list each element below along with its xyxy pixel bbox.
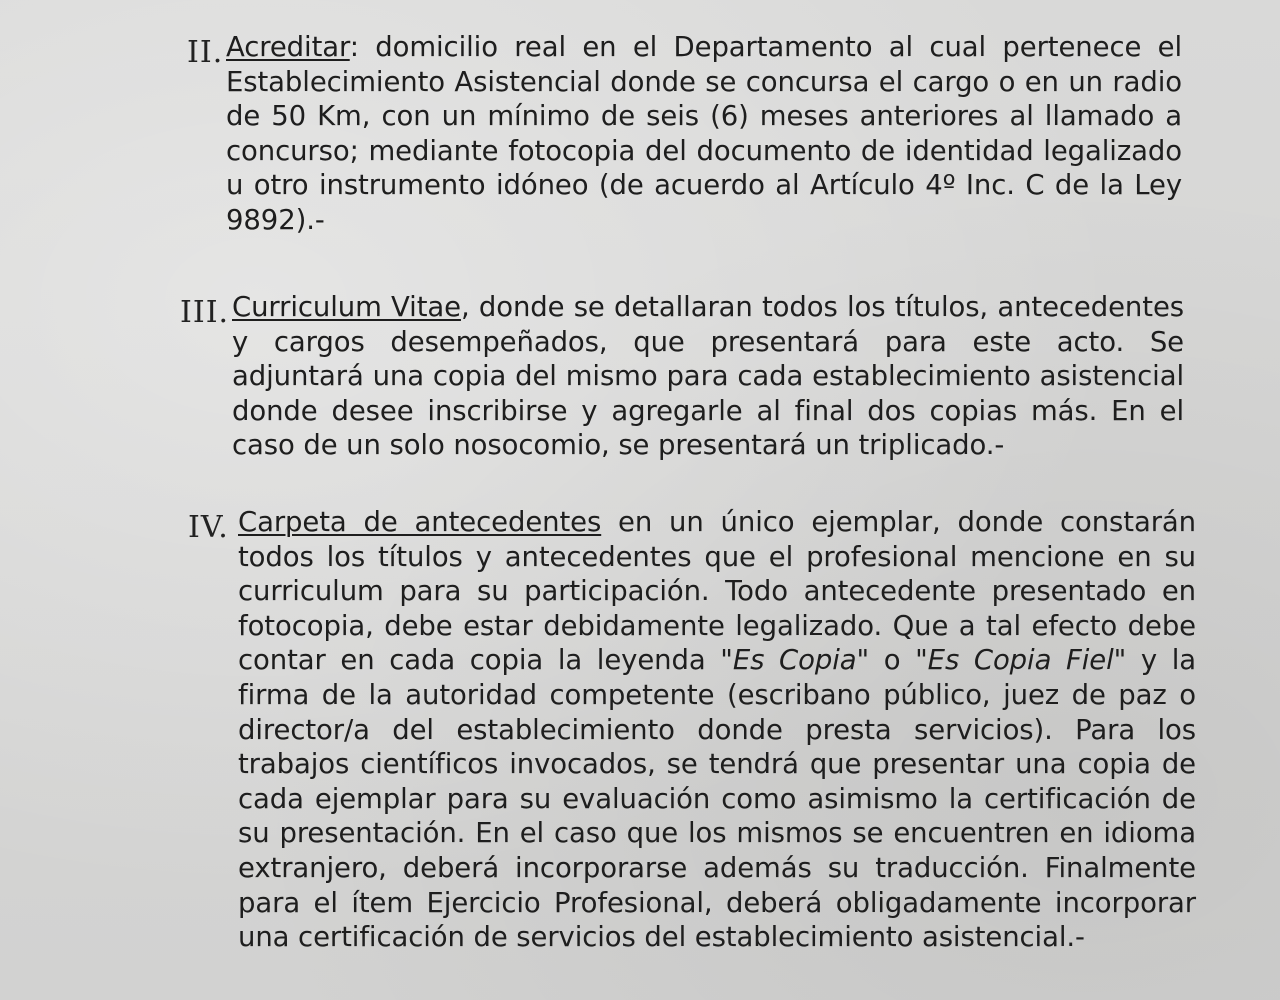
item-body-part-b: " o " (856, 644, 928, 677)
item-acreditar (226, 30, 1182, 238)
item-numeral-ii: II. (187, 35, 224, 70)
item-heading-acreditar: Acreditar (226, 31, 350, 63)
item-quote-es-copia: Es Copia (732, 644, 857, 677)
item-body-part-a: en un único ejemplar, donde constarán todos los títulos y antecedentes que el profesional mencione en su curriculum para su participación. Todo antecedente presentado en fotocopia, debe estar debidamente legalizado. Que a tal efecto debe contar en cada copia la leyenda " (238, 506, 1197, 677)
item-body-acreditar: : domicilio real en el Departamento al cual pertenece el Establecimiento Asistencial donde se concursa el cargo o en un radio de 50 Km, con un mínimo de seis (6) meses anteriores al llamado a concurso; mediante fotocopia del documento de identidad legalizado u otro instrumento idóneo (de acuerdo al Artículo 4º Inc. C de la Ley 9892).- (226, 31, 1182, 236)
item-heading-curriculum-vitae: Curriculum Vitae (232, 291, 461, 323)
item-heading-carpeta-antecedentes: Carpeta de antecedentes (238, 506, 602, 538)
item-body-curriculum-vitae: , donde se detallaran todos los títulos, antecedentes y cargos desempeñados, que presentará para este acto. Se adjuntará una copia del mismo para cada establecimiento asistencial donde desee inscribirse y agregarle al final dos copias más. En el caso de un solo nosocomio, se presentará un triplicado.- (232, 291, 1184, 462)
item-curriculum-vitae (232, 290, 1184, 463)
item-numeral-iv: IV. (188, 510, 229, 545)
item-body-part-c: " y la firma de la autoridad competente (escribano público, juez de paz o director/a del establecimiento donde presta servicios). Para los trabajos científicos invocados, se tendrá que presentar una copia de cada ejemplar para su evaluación como asimismo la certificación de su presentación. En el caso que los mismos se encuentren en idioma extranjero, deberá incorporarse además su traducción. Finalmente para el ítem Ejercicio Profesional, deberá obligadamente incorporar una certificación de servicios del establecimiento asistencial.- (238, 644, 1196, 954)
item-quote-es-copia-fiel: Es Copia Fiel (927, 644, 1114, 677)
item-numeral-iii: III. (180, 295, 230, 330)
item-carpeta-antecedentes (238, 505, 1196, 955)
